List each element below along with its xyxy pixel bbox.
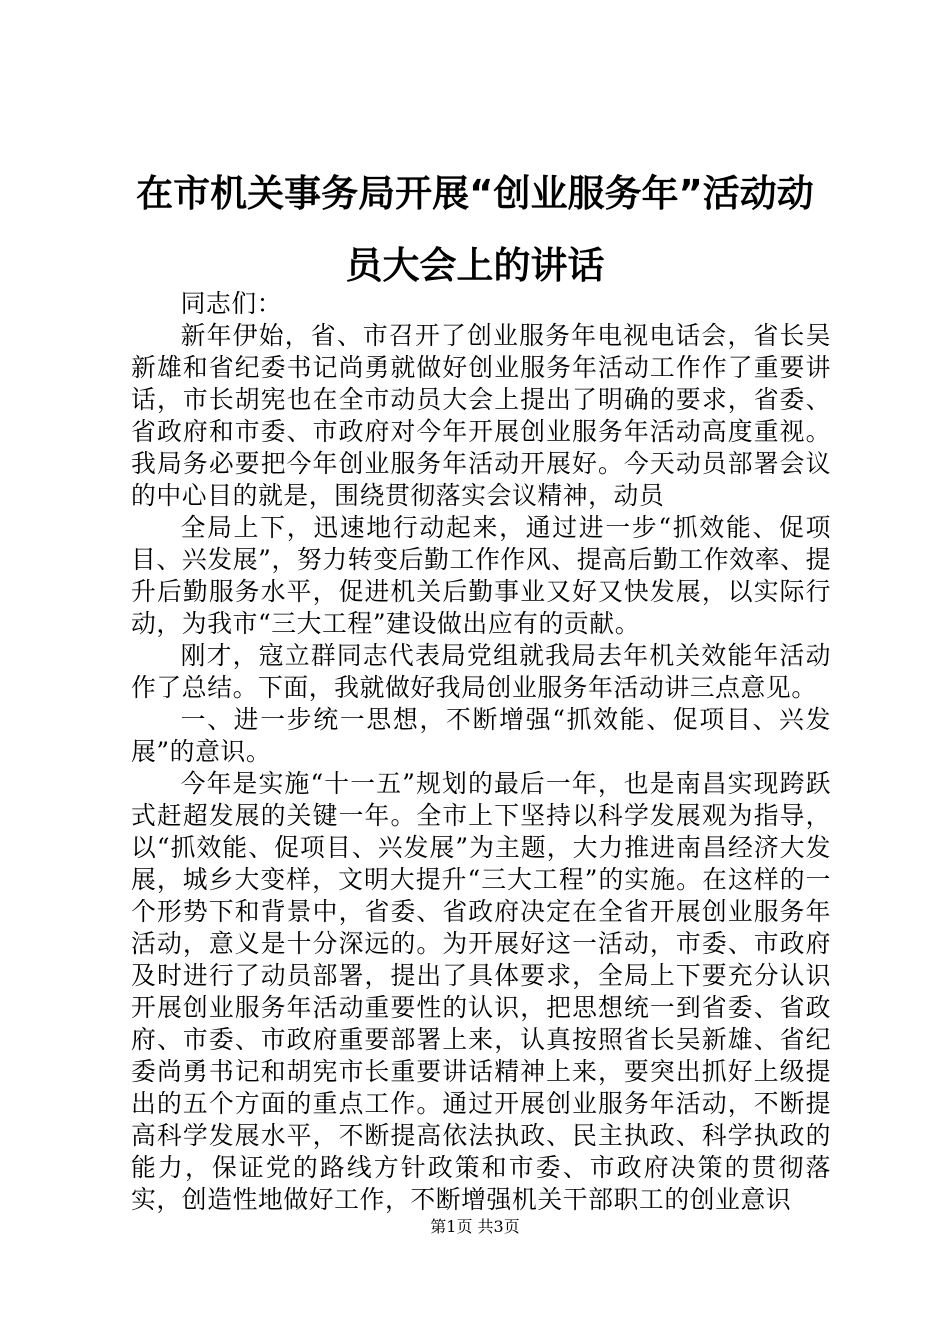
body-paragraph: 全局上下，迅速地行动起来，通过进一步“抓效能、促项目、兴发展”，努力转变后勤工作作风、提高后勤工作效率、提升后勤服务水平，促进机关后勤事业又好又快发展，以实际行动，为我市“三大工程”建设做出应有的贡献。 [131, 513, 831, 638]
body-paragraph: 今年是实施“十一五”规划的最后一年，也是南昌实现跨跃式赶超发展的关键一年。全市上下坚持以科学发展观为指导，以“抓效能、促项目、兴发展”为主题，大力推进南昌经济大发展，城乡大变样，文明大提升“三大工程”的实施。在这样的一个形势下和背景中，省委、省政府决定在全省开展创业服务年活动，意义是十分深远的。为开展好这一活动，市委、市政府及时进行了动员部署，提出了具体要求，全局上下要充分认识开展创业服务年活动重要性的认识，把思想统一到省委、省政府、市委、市政府重要部署上来，认真按照省长吴新雄、省纪委尚勇书记和胡宪市长重要讲话精神上来，要突出抓好上级提出的五个方面的重点工作。通过开展创业服务年活动，不断提高科学发展水平，不断提高依法执政、民主执政、科学执政的能力，保证党的路线方针政策和市委、市政府决策的贯彻落实，创造性地做好工作，不断增强机关干部职工的创业意识 [131, 769, 831, 1214]
document-title: 在市机关事务局开展“创业服务年”活动动员大会上的讲话 [136, 172, 814, 287]
body-paragraph: 刚才，寇立群同志代表局党组就我局去年机关效能年活动作了总结。下面，我就做好我局创业服务年活动讲三点意见。 [131, 641, 831, 702]
page-number-footer: 第1页 共3页 [430, 1217, 520, 1236]
section-heading: 一、进一步统一思想，不断增强“抓效能、促项目、兴发展”的意识。 [131, 705, 831, 766]
document-body [131, 288, 831, 1216]
body-paragraph: 新年伊始，省、市召开了创业服务年电视电话会，省长吴新雄和省纪委书记尚勇就做好创业服务年活动工作作了重要讲话，市长胡宪也在全市动员大会上提出了明确的要求，省委、省政府和市委、市政府对今年开展创业服务年活动高度重视。我局务必要把今年创业服务年活动开展好。今天动员部署会议的中心目的就是，围绕贯彻落实会议精神，动员 [131, 321, 831, 510]
salutation-paragraph: 同志们： [180, 289, 283, 318]
